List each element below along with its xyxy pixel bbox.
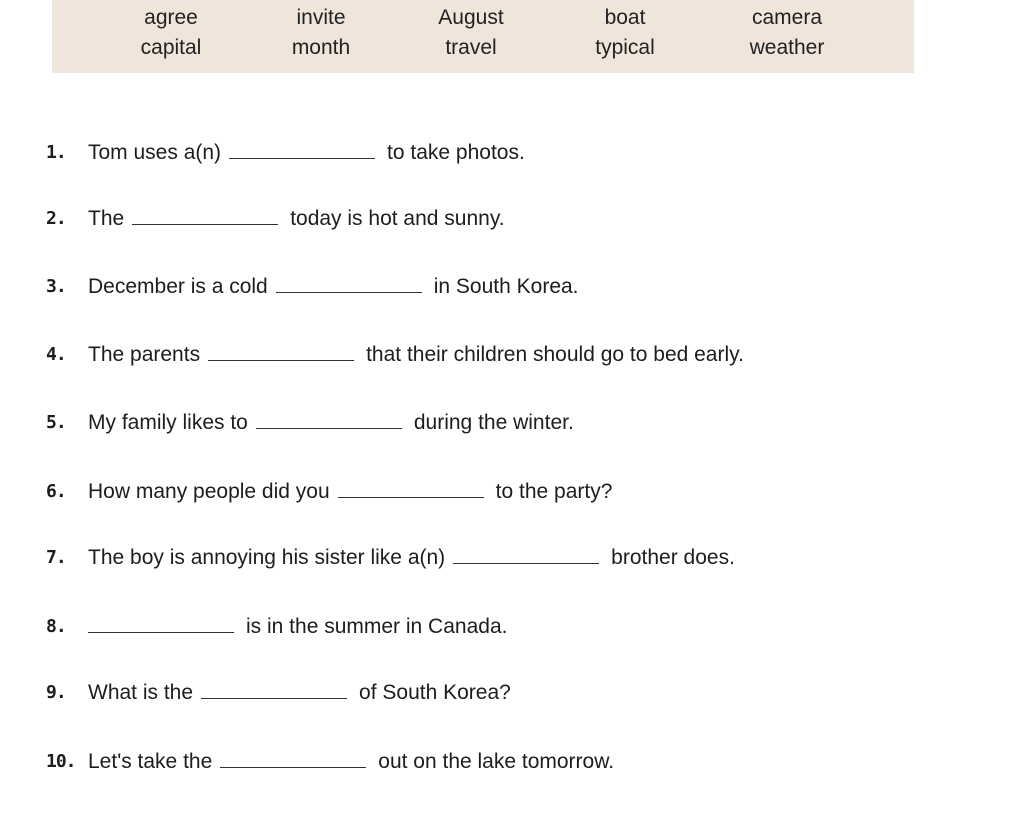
item-number: 9. [46,682,66,703]
sentence-start: The boy is annoying his sister like a(n) [88,546,446,569]
word-bank-item: month [291,36,351,59]
sentence-start: December is a cold [88,275,268,298]
answer-blank[interactable] [453,562,599,564]
sentence-start: Let's take the [88,750,213,773]
answer-blank[interactable] [132,223,278,225]
sentence-start: The parents [88,343,201,366]
item-number: 7. [46,547,66,568]
sentence-end: out on the lake tomorrow. [378,750,615,773]
sentence-start: How many people did you [88,480,330,503]
word-bank-item: travel [445,36,497,59]
sentence-end: brother does. [611,546,735,569]
word-bank-item: typical [595,36,655,59]
sentence-end: today is hot and sunny. [290,207,505,230]
word-bank-item: August [438,6,504,29]
item-number: 5. [46,412,66,433]
sentence-start: What is the [88,681,194,704]
answer-blank[interactable] [220,766,366,768]
item-number: 4. [46,344,66,365]
item-number: 8. [46,616,66,637]
sentence-end: that their children should go to bed early. [366,343,744,366]
answer-blank[interactable] [338,496,484,498]
sentence-start: Tom uses a(n) [88,141,222,164]
word-bank-item: capital [140,36,202,59]
word-bank-item: agree [144,6,198,29]
word-bank-item: invite [296,6,346,29]
answer-blank[interactable] [276,291,422,293]
item-number: 3. [46,276,66,297]
sentence-end: to take photos. [387,141,525,164]
sentence-start: My family likes to [88,411,248,434]
word-bank-item: camera [751,6,823,29]
item-number: 6. [46,481,66,502]
answer-blank[interactable] [229,157,375,159]
sentence-end: is in the summer in Canada. [246,615,508,638]
answer-blank[interactable] [201,697,347,699]
answer-blank[interactable] [88,631,234,633]
sentence-end: of South Korea? [359,681,511,704]
sentence-end: to the party? [495,480,613,503]
item-number: 2. [46,208,66,229]
sentence-end: during the winter. [413,411,574,434]
item-number: 1. [46,142,66,163]
answer-blank[interactable] [208,359,354,361]
word-bank-item: weather [749,36,825,59]
sentence-start: The [88,207,125,230]
item-number: 10. [46,751,76,772]
sentence-end: in South Korea. [433,275,579,298]
answer-blank[interactable] [256,427,402,429]
word-bank-item: boat [604,6,646,29]
